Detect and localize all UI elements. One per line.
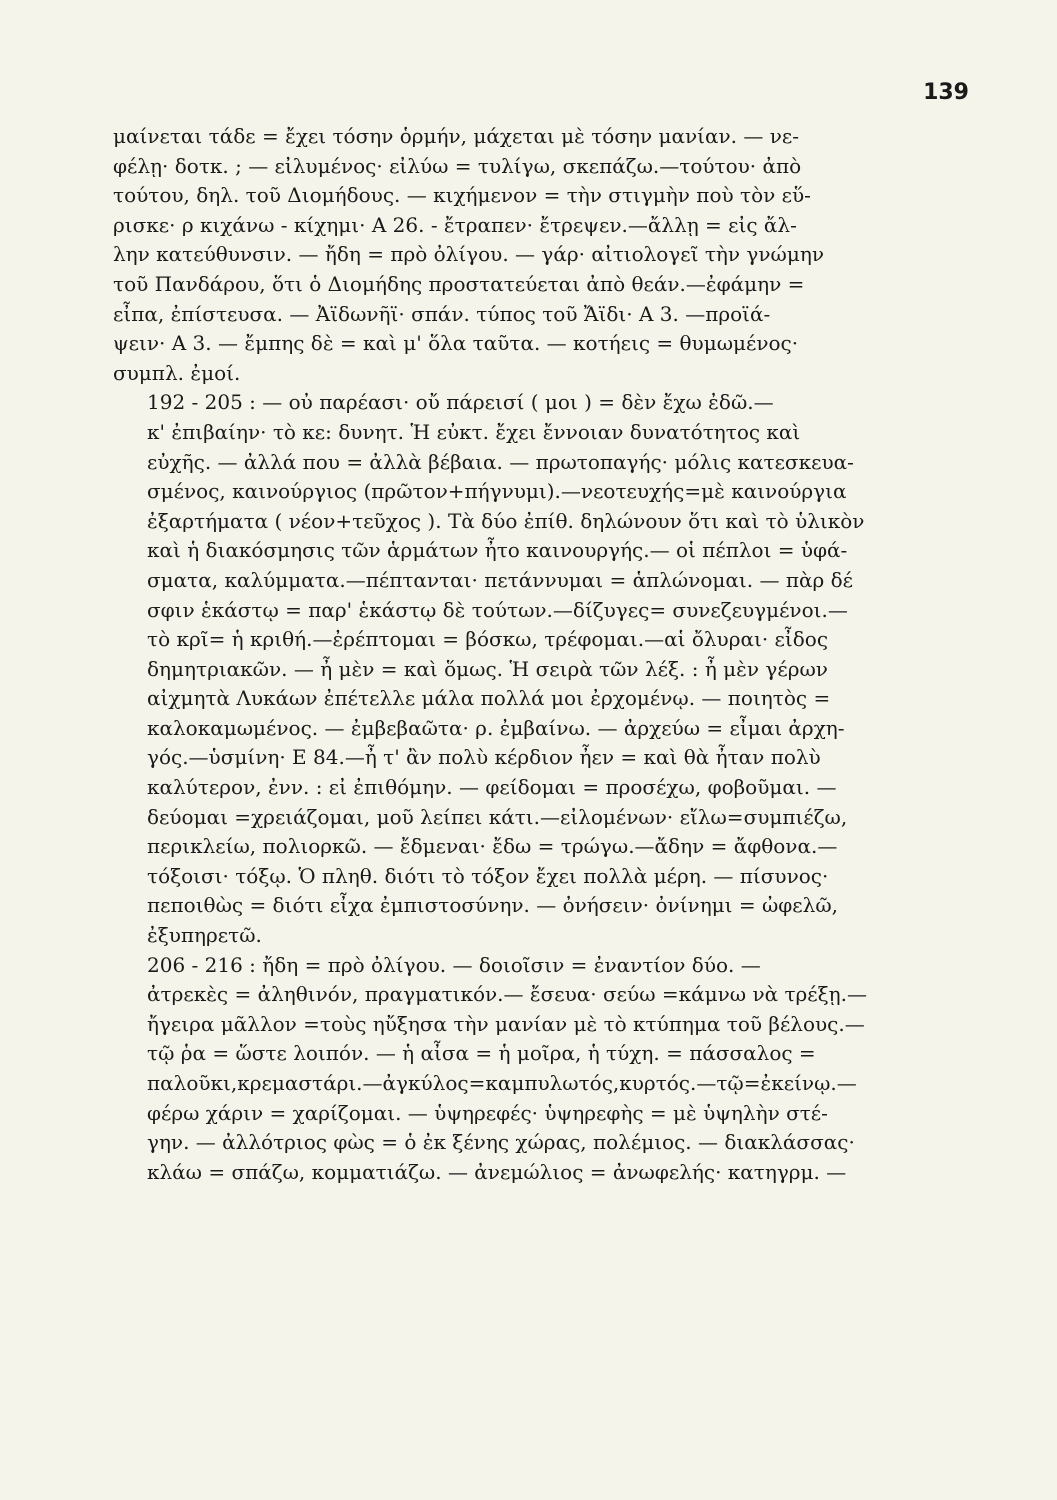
text-line: σμένος, καινούργιος (πρῶτον+πήγνυμι).—νεοτευχής=μὲ καινούργια	[147, 479, 847, 504]
commentary-text	[113, 122, 941, 1187]
text-line: καλοκαμωμένος. — ἐμβεβαῶτα· ρ. ἐμβαίνω. — ἀρχεύω = εἶμαι ἀρχη-	[147, 715, 845, 740]
text-line: αἰχμητὰ Λυκάων ἐπέτελλε μάλα πολλά μοι ἐρχομένῳ. — ποιητὸς =	[147, 686, 831, 711]
text-line: σφιν ἑκάστῳ = παρ' ἑκάστῳ δὲ τούτων.—δίζυγες= συνεζευγμένοι.—	[147, 597, 848, 622]
paragraph-2	[113, 388, 941, 950]
text-line: φέρω χάριν = χαρίζομαι. — ὑψηρεφές· ὑψηρεφὴς = μὲ ὑψηλὴν στέ-	[147, 1100, 828, 1125]
paragraph-1	[113, 122, 941, 388]
text-line: γός.—ὑσμίνη· Ε 84.—ἦ τ' ἂν πολὺ κέρδιον ἦεν = καὶ θὰ ἦταν πολὺ	[147, 745, 821, 770]
text-line: ἤγειρα μᾶλλον =τοὺς ηὔξησα τὴν μανίαν μὲ τὸ κτύπημα τοῦ βέλους.—	[147, 1011, 865, 1036]
text-line: παλοῦκι,κρεμαστάρι.—ἀγκύλος=καμπυλωτός,κυρτός.—τῷ=ἐκείνῳ.—	[147, 1071, 857, 1095]
text-line: 206 - 216 : ἤδη = πρὸ ὀλίγου. — δοιοῖσιν = ἐναντίον δύο. —	[147, 952, 761, 977]
text-line: ἀτρεκὲς = ἀληθινόν, πραγματικόν.— ἔσευα· σεύω =κάμνω νὰ τρέξῃ.—	[147, 982, 868, 1007]
text-line: τοῦ Πανδάρου, ὅτι ὁ Διομήδης προστατεύεται ἀπὸ θεάν.—ἐφάμην =	[113, 271, 805, 296]
text-line: μαίνεται τάδε = ἔχει τόσην ὁρμήν, μάχεται μὲ τόσην μανίαν. — νε-	[113, 124, 800, 148]
text-line: γην. — ἀλλότριος φὼς = ὁ ἐκ ξένης χώρας, πολέμιος. — διακλάσσας·	[147, 1130, 855, 1155]
text-line: δημητριακῶν. — ἦ μὲν = καὶ ὅμως. Ἡ σειρὰ τῶν λέξ. : ἦ μὲν γέρων	[147, 656, 828, 681]
text-line: λην κατεύθυνσιν. — ἤδη = πρὸ ὀλίγου. — γάρ· αἰτιολογεῖ τὴν γνώμην	[113, 242, 824, 267]
text-line: φέλῃ· δοτκ. ; — εἰλυμένος· εἰλύω = τυλίγω, σκεπάζω.—τούτου· ἀπὸ	[113, 153, 802, 178]
text-line: καὶ ἡ διακόσμησις τῶν ἁρμάτων ἦτο καινουργής.— οἱ πέπλοι = ὑφά-	[147, 538, 848, 563]
text-line: εὐχῆς. — ἀλλά που = ἀλλὰ βέβαια. — πρωτοπαγής· μόλις κατεσκευα-	[147, 449, 854, 474]
text-line: συμπλ. ἐμοί.	[113, 360, 241, 385]
text-line: τόξοισι· τόξῳ. Ὁ πληθ. διότι τὸ τόξον ἔχει πολλὰ μέρη. — πίσυνος·	[147, 863, 829, 888]
text-line: καλύτερον, ἐνν. : εἰ ἐπιθόμην. — φείδομαι = προσέχω, φοβοῦμαι. —	[147, 775, 837, 800]
text-line: πεποιθὼς = διότι εἶχα ἐμπιστοσύνην. — ὀνήσειν· ὀνίνημι = ὠφελῶ,	[147, 893, 839, 918]
text-line: ρισκε· ρ κιχάνω - κίχημι· Α 26. - ἔτραπεν· ἔτρεψεν.—ἄλλῃ = εἰς ἄλ-	[113, 212, 797, 237]
text-line: σματα, καλύμματα.—πέπτανται· πετάννυμαι = ἁπλώνομαι. — πὰρ δέ	[147, 567, 854, 592]
text-line: τὸ κρῖ= ἡ κριθή.—ἐρέπτομαι = βόσκω, τρέφομαι.—αἱ ὄλυραι· εἶδος	[147, 627, 829, 652]
page-number: 139	[923, 80, 969, 105]
text-line: περικλείω, πολιορκῶ. — ἔδμεναι· ἔδω = τρώγω.—ἄδην = ἄφθονα.—	[147, 834, 838, 859]
text-line: κλάω = σπάζω, κομματιάζω. — ἀνεμώλιος = ἀνωφελής· κατηγρμ. —	[147, 1159, 847, 1184]
text-line: ψειν· Α 3. — ἔμπης δὲ = καὶ μ' ὅλα ταῦτα. — κοτήεις = θυμωμένος·	[113, 331, 799, 356]
text-line: τῷ ῥα = ὥστε λοιπόν. — ἡ αἶσα = ἡ μοῖρα, ἡ τύχη. = πάσσαλος =	[147, 1041, 816, 1066]
text-line: ἐξυπηρετῶ.	[147, 923, 262, 948]
text-line: δεύομαι =χρειάζομαι, μοῦ λείπει κάτι.—εἰλομένων· εἴλω=συμπιέζω,	[147, 804, 848, 829]
text-line: 192 - 205 : — οὐ παρέασι· οὔ πάρεισί ( μοι ) = δὲν ἔχω ἐδῶ.—	[147, 390, 774, 415]
text-line: ἐξαρτήματα ( νέον+τεῦχος ). Τὰ δύο ἐπίθ. δηλώνουν ὅτι καὶ τὸ ὑλικὸν	[147, 508, 865, 533]
text-line: τούτου, δηλ. τοῦ Διομήδους. — κιχήμενον = τὴν στιγμὴν ποὺ τὸν εὕ-	[113, 183, 811, 208]
paragraph-3	[113, 951, 941, 1188]
text-line: εἶπα, ἐπίστευσα. — Ἀϊδωνῆϊ· σπάν. τύπος τοῦ Ἄϊδι· Α 3. —προϊά-	[113, 301, 771, 326]
text-line: κ' ἐπιβαίην· τὸ κε: δυνητ. Ἡ εὐκτ. ἔχει ἔννοιαν δυνατότητος καὶ	[147, 419, 801, 444]
